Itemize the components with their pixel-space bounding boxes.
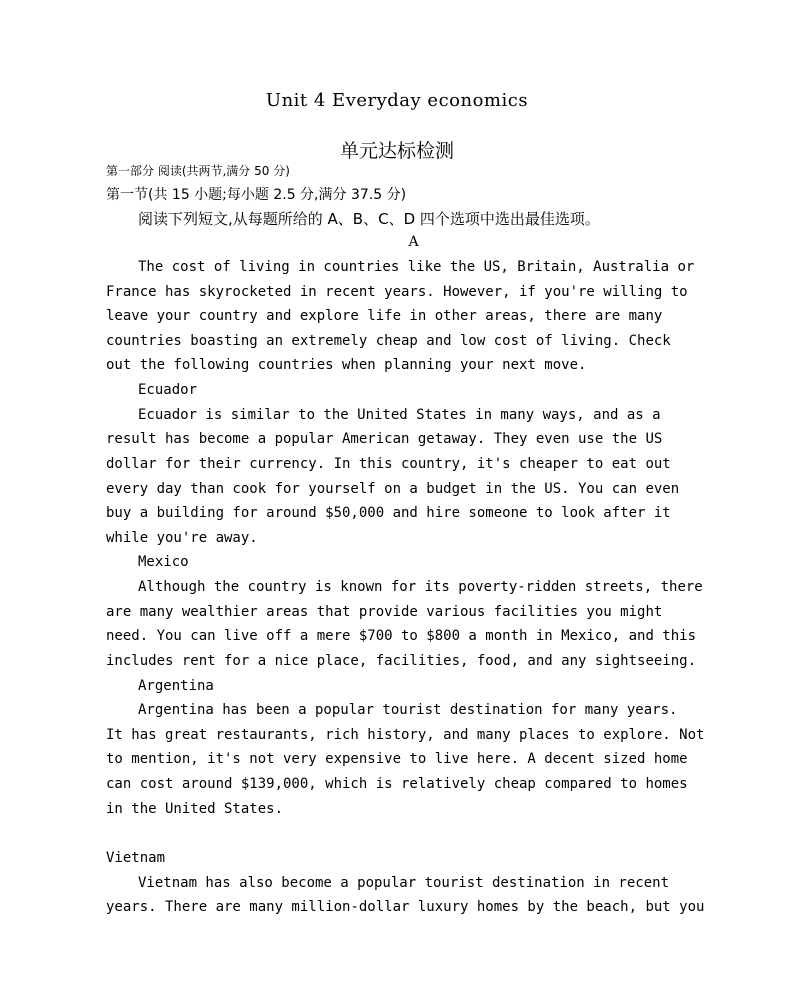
country-heading-mexico: Mexico — [138, 554, 189, 570]
paragraph-line: countries boasting an extremely cheap and low cost of living. Check — [106, 333, 671, 349]
paragraph-line: buy a building for around $50,000 and hire someone to look after it — [106, 505, 671, 521]
paragraph-line: Ecuador is similar to the United States in many ways, and as a — [138, 407, 661, 423]
paragraph-line: years. There are many million-dollar luxury homes by the beach, but you — [106, 899, 705, 915]
paragraph-line: Although the country is known for its poverty-ridden streets, there — [138, 579, 703, 595]
section-heading: 第一节(共 15 小题;每小题 2.5 分,满分 37.5 分) — [106, 187, 407, 203]
country-heading-vietnam: Vietnam — [106, 850, 166, 866]
paragraph-line: can cost around $139,000, which is relatively cheap compared to homes — [106, 776, 688, 792]
instruction-text: 阅读下列短文,从每题所给的 A、B、C、D 四个选项中选出最佳选项。 — [138, 210, 600, 228]
paragraph-line: need. You can live off a mere $700 to $800 a month in Mexico, and this — [106, 628, 697, 644]
paragraph-line: while you're away. — [106, 530, 258, 546]
paragraph-line: includes rent for a nice place, facilities, food, and any sightseeing. — [106, 653, 697, 669]
paragraph-line: Argentina has been a popular tourist destination for many years. — [138, 702, 678, 718]
paragraph-line: It has great restaurants, rich history, and many places to explore. Not — [106, 727, 705, 743]
paragraph-line: France has skyrocketed in recent years. However, if you're willing to — [106, 284, 688, 300]
passage-letter: A — [408, 234, 419, 250]
paragraph-line: Vietnam has also become a popular tourist destination in recent — [138, 875, 670, 891]
country-heading-argentina: Argentina — [138, 678, 214, 694]
unit-title: Unit 4 Everyday economics — [265, 90, 529, 111]
paragraph-line: leave your country and explore life in other areas, there are many — [106, 308, 663, 324]
paragraph-line: result has become a popular American getaway. They even use the US — [106, 431, 663, 447]
paragraph-line: every day than cook for yourself on a budget in the US. You can even — [106, 481, 680, 497]
paragraph-line: are many wealthier areas that provide various facilities you might — [106, 604, 663, 620]
paragraph-line: out the following countries when planning your next move. — [106, 357, 587, 373]
test-subtitle: 单元达标检测 — [339, 140, 454, 162]
paragraph-line: The cost of living in countries like the US, Britain, Australia or — [138, 259, 695, 275]
country-heading-ecuador: Ecuador — [138, 382, 198, 398]
part-heading: 第一部分 阅读(共两节,满分 50 分) — [106, 164, 290, 178]
paragraph-line: dollar for their currency. In this country, it's cheaper to eat out — [106, 456, 671, 472]
paragraph-line: in the United States. — [106, 801, 284, 817]
paragraph-line: to mention, it's not very expensive to live here. A decent sized home — [106, 751, 688, 767]
